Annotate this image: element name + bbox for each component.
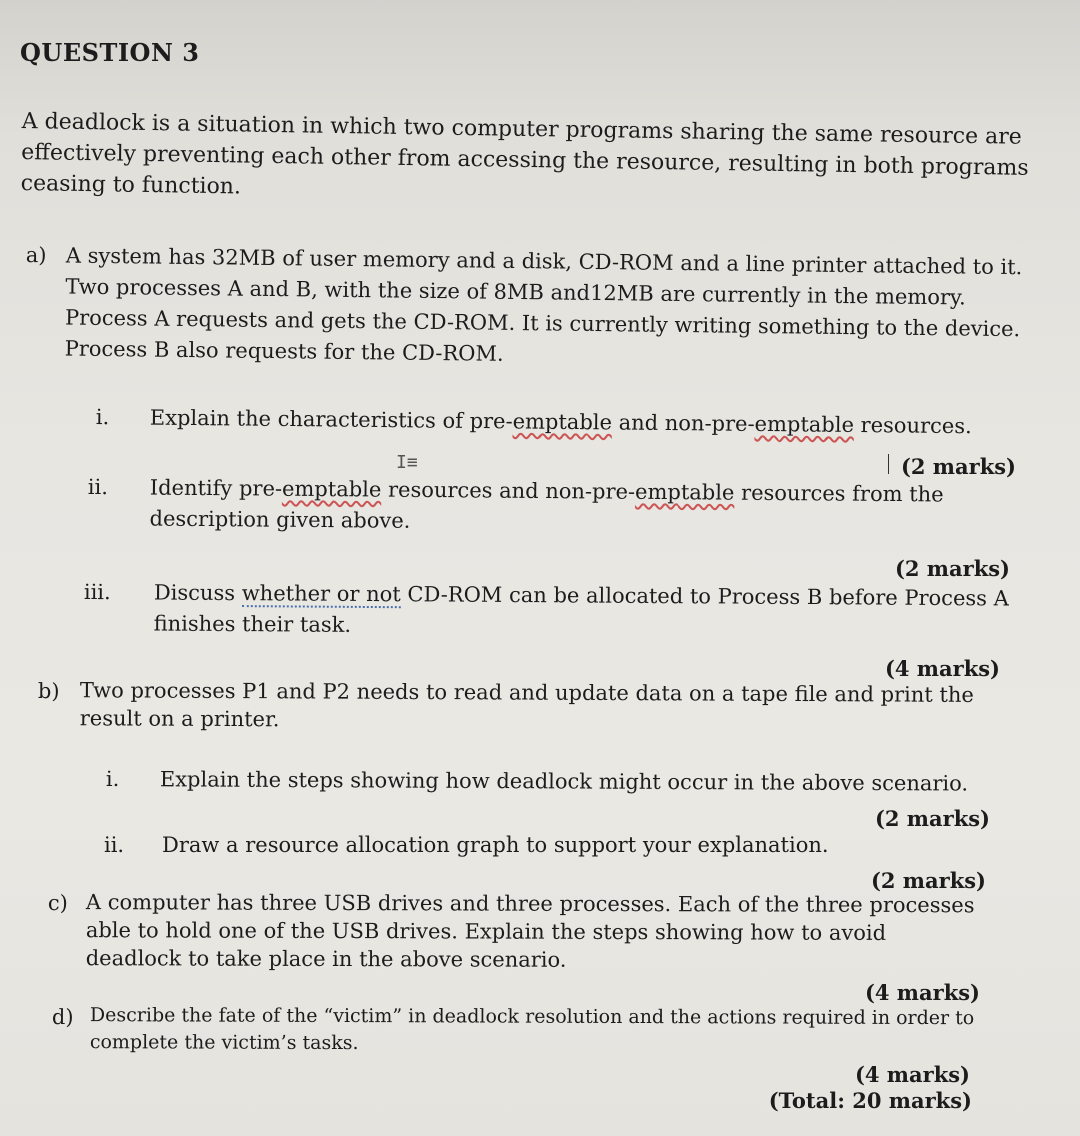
- marks-a-i: (2 marks): [900, 454, 1016, 479]
- marks-a-iii: (4 marks): [884, 656, 1000, 681]
- item-number: iii.: [83, 579, 111, 605]
- part-b-item-ii: [104, 830, 844, 861]
- part-c-text: A computer has three USB drives and three processes. Each of the three processes able to hold one of the USB drives. Explain the steps showing how to avoid deadlock to take place in the above scenario.: [85, 890, 975, 972]
- part-b-label: b): [37, 678, 60, 704]
- item-text: Explain the steps showing how deadlock might occur in the above scenario.: [159, 767, 969, 796]
- item-text: Discuss whether or not CD-ROM can be allocated to Process B before Process A finishes their task.: [153, 580, 1009, 637]
- item-text: Draw a resource allocation graph to support your explanation.: [162, 833, 829, 857]
- part-a-text: A system has 32MB of user memory and a disk, CD-ROM and a line printer attached to it. Two processes A and B, with the size of 8MB and12MB are currently in the memory. Process A requests and gets the CD-ROM. It is currently writing something to the device. Process B also requests for the CD-ROM.: [64, 243, 1023, 366]
- marks-c: (4 marks): [864, 980, 980, 1005]
- item-number: i.: [105, 766, 120, 792]
- part-d-label: d): [51, 1005, 74, 1030]
- question-title: QUESTION 3: [20, 38, 200, 67]
- part-b-item-i: [106, 764, 986, 800]
- part-a-item-i: [96, 402, 1016, 443]
- part-b-text: Two processes P1 and P2 needs to read and update data on a tape file and print the result on a printer.: [79, 678, 974, 732]
- part-d-text: Describe the fate of the “victim” in deadlock resolution and the actions required in order to complete the victim’s tasks.: [89, 1004, 975, 1055]
- part-a-item-iii: [84, 577, 1014, 645]
- marks-b-ii: (2 marks): [870, 868, 986, 893]
- part-a-item-ii: [87, 472, 1018, 542]
- text-cursor-icon: I≡: [396, 452, 418, 473]
- part-b: [38, 676, 1008, 737]
- marks-b-i: (2 marks): [874, 806, 990, 831]
- marks-d: (4 marks): [854, 1062, 970, 1087]
- item-text: Explain the characteristics of pre-emptable and non-pre-emptable resources.: [149, 405, 972, 439]
- part-c: [48, 888, 993, 975]
- item-number: ii.: [104, 833, 125, 857]
- item-number: i.: [95, 404, 110, 430]
- part-d: [52, 1002, 987, 1059]
- item-number: ii.: [87, 474, 109, 500]
- part-a: [24, 240, 1025, 376]
- item-text: Identify pre-emptable resources and non-pre-emptable resources from the description given above.: [149, 475, 944, 533]
- marks-a-ii: (2 marks): [894, 556, 1010, 581]
- part-a-label: a): [25, 242, 47, 268]
- intro-paragraph: A deadlock is a situation in which two computer programs sharing the same resource are effectively preventing each other from accessing the resource, resulting in both programs ceasing to function.: [20, 108, 1029, 200]
- part-c-label: c): [47, 891, 68, 916]
- total-marks: (Total: 20 marks): [768, 1088, 972, 1113]
